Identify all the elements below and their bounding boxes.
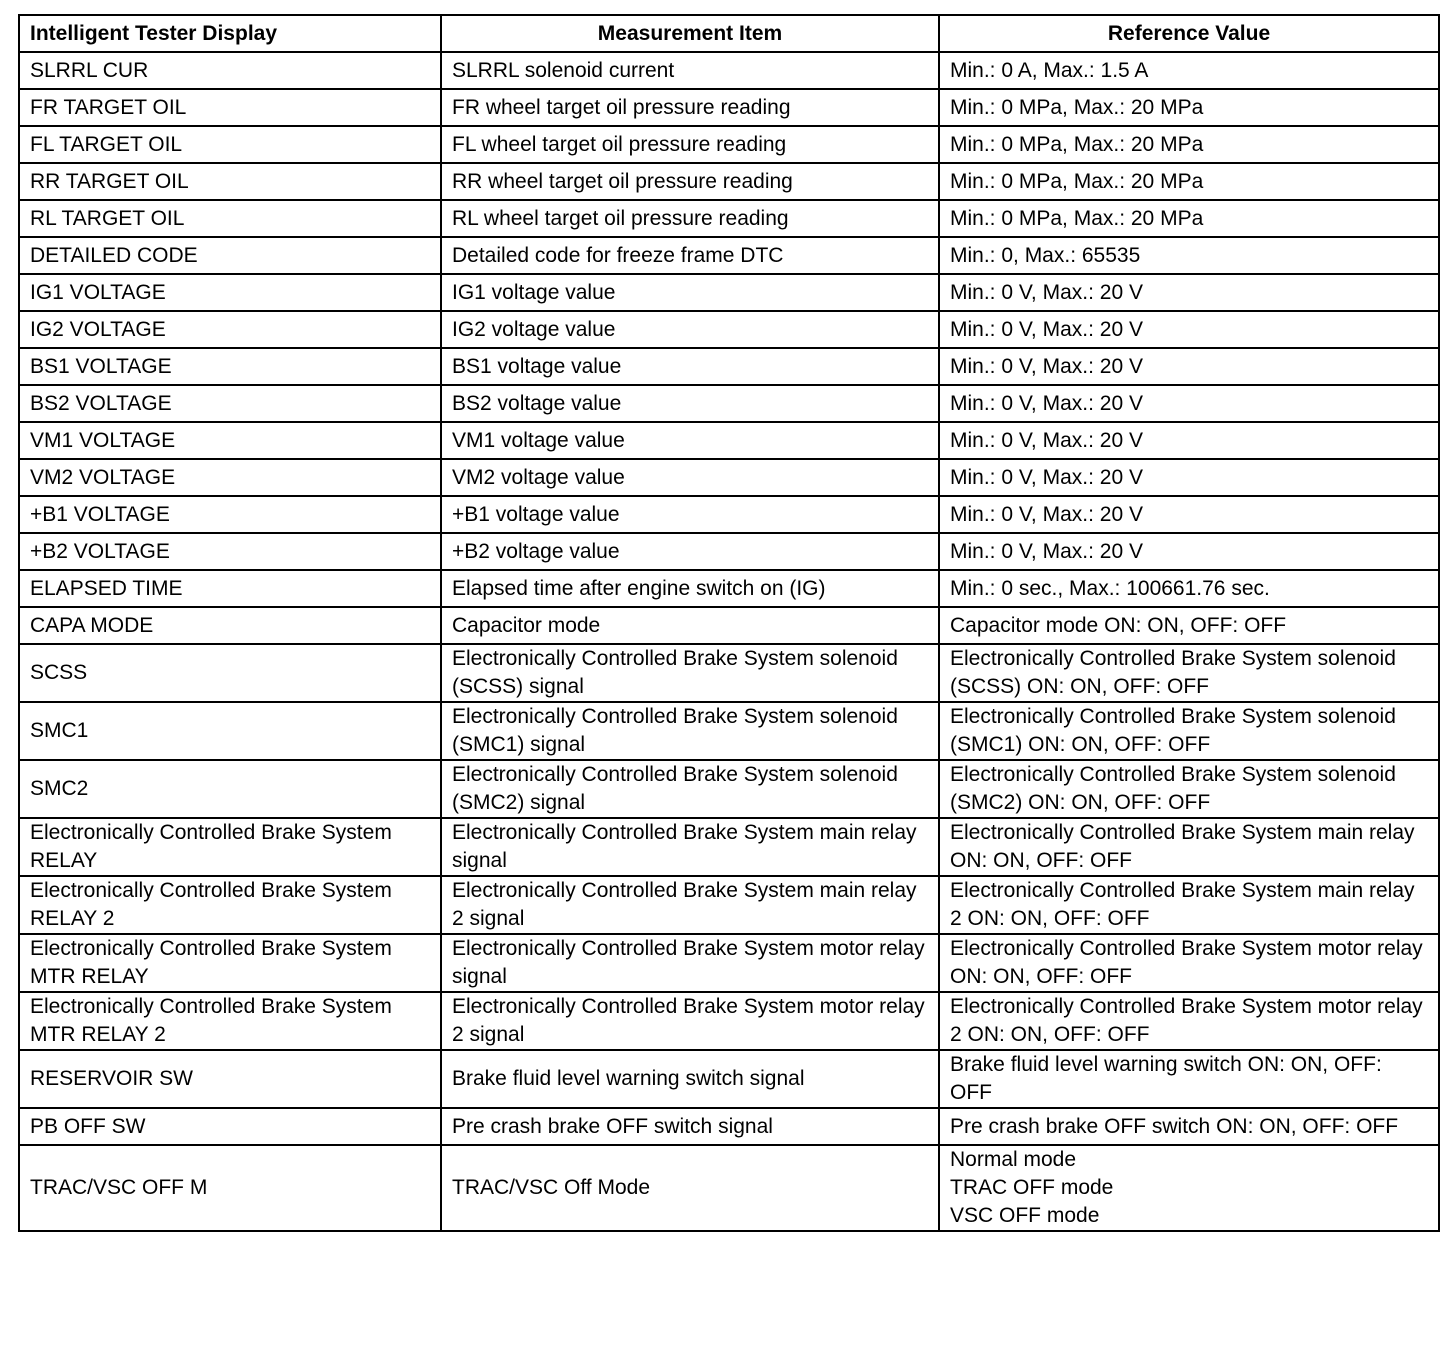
cell-reference-value: Min.: 0 V, Max.: 20 V	[939, 533, 1439, 570]
cell-measurement-item: TRAC/VSC Off Mode	[441, 1145, 939, 1231]
reference-line-vsc-off-mode: VSC OFF mode	[950, 1204, 1100, 1227]
cell-tester-display: VM1 VOLTAGE	[19, 422, 441, 459]
cell-tester-display: +B1 VOLTAGE	[19, 496, 441, 533]
cell-tester-display: BS1 VOLTAGE	[19, 348, 441, 385]
cell-measurement-item: SLRRL solenoid current	[441, 52, 939, 89]
reference-line-trac-off-mode: TRAC OFF mode	[950, 1176, 1114, 1199]
cell-reference-value: Min.: 0 A, Max.: 1.5 A	[939, 52, 1439, 89]
cell-reference-value: Electronically Controlled Brake System solenoid (SMC2) ON: ON, OFF: OFF	[939, 760, 1439, 818]
cell-measurement-item: FL wheel target oil pressure reading	[441, 126, 939, 163]
cell-tester-display: Electronically Controlled Brake System RELAY 2	[19, 876, 441, 934]
cell-tester-display: DETAILED CODE	[19, 237, 441, 274]
cell-measurement-item: BS2 voltage value	[441, 385, 939, 422]
cell-reference-value: Min.: 0 MPa, Max.: 20 MPa	[939, 200, 1439, 237]
cell-reference-value: Min.: 0 V, Max.: 20 V	[939, 422, 1439, 459]
table-row	[19, 533, 1439, 570]
cell-reference-value: Min.: 0 V, Max.: 20 V	[939, 496, 1439, 533]
cell-reference-value: Min.: 0 MPa, Max.: 20 MPa	[939, 126, 1439, 163]
cell-measurement-item: Electronically Controlled Brake System solenoid (SMC1) signal	[441, 702, 939, 760]
cell-tester-display: VM2 VOLTAGE	[19, 459, 441, 496]
cell-reference-value: Electronically Controlled Brake System motor relay 2 ON: ON, OFF: OFF	[939, 992, 1439, 1050]
cell-tester-display: PB OFF SW	[19, 1108, 441, 1145]
cell-measurement-item: BS1 voltage value	[441, 348, 939, 385]
cell-reference-value: Brake fluid level warning switch ON: ON, OFF: OFF	[939, 1050, 1439, 1108]
table-row	[19, 644, 1439, 702]
cell-measurement-item: IG2 voltage value	[441, 311, 939, 348]
cell-measurement-item: IG1 voltage value	[441, 274, 939, 311]
cell-measurement-item: Elapsed time after engine switch on (IG)	[441, 570, 939, 607]
cell-reference-value: Min.: 0 V, Max.: 20 V	[939, 348, 1439, 385]
cell-measurement-item: Electronically Controlled Brake System motor relay 2 signal	[441, 992, 939, 1050]
table-row	[19, 934, 1439, 992]
cell-tester-display: FR TARGET OIL	[19, 89, 441, 126]
table-row	[19, 876, 1439, 934]
table-row	[19, 126, 1439, 163]
cell-tester-display: RL TARGET OIL	[19, 200, 441, 237]
cell-reference-value: Min.: 0 V, Max.: 20 V	[939, 385, 1439, 422]
header-tester-display: Intelligent Tester Display	[19, 15, 441, 52]
cell-tester-display: IG2 VOLTAGE	[19, 311, 441, 348]
table-row	[19, 385, 1439, 422]
table-row	[19, 607, 1439, 644]
cell-reference-value: Min.: 0, Max.: 65535	[939, 237, 1439, 274]
table-row	[19, 237, 1439, 274]
cell-reference-value: Electronically Controlled Brake System main relay ON: ON, OFF: OFF	[939, 818, 1439, 876]
table-row	[19, 200, 1439, 237]
cell-measurement-item: Pre crash brake OFF switch signal	[441, 1108, 939, 1145]
cell-tester-display: SMC2	[19, 760, 441, 818]
table-row	[19, 348, 1439, 385]
cell-reference-value	[939, 1145, 1439, 1231]
header-reference-value: Reference Value	[939, 15, 1439, 52]
table-row	[19, 702, 1439, 760]
table-row	[19, 163, 1439, 200]
table-row	[19, 992, 1439, 1050]
cell-measurement-item: +B1 voltage value	[441, 496, 939, 533]
cell-measurement-item: Electronically Controlled Brake System main relay 2 signal	[441, 876, 939, 934]
cell-measurement-item: Electronically Controlled Brake System solenoid (SCSS) signal	[441, 644, 939, 702]
cell-tester-display: IG1 VOLTAGE	[19, 274, 441, 311]
table-row	[19, 52, 1439, 89]
cell-reference-value: Min.: 0 V, Max.: 20 V	[939, 311, 1439, 348]
cell-tester-display: Electronically Controlled Brake System MTR RELAY 2	[19, 992, 441, 1050]
cell-measurement-item: Brake fluid level warning switch signal	[441, 1050, 939, 1108]
cell-reference-value: Electronically Controlled Brake System solenoid (SMC1) ON: ON, OFF: OFF	[939, 702, 1439, 760]
cell-tester-display: SMC1	[19, 702, 441, 760]
cell-reference-value: Min.: 0 V, Max.: 20 V	[939, 459, 1439, 496]
table-row	[19, 459, 1439, 496]
cell-measurement-item: Electronically Controlled Brake System solenoid (SMC2) signal	[441, 760, 939, 818]
cell-measurement-item: +B2 voltage value	[441, 533, 939, 570]
cell-tester-display: RR TARGET OIL	[19, 163, 441, 200]
table-row	[19, 1145, 1439, 1231]
cell-tester-display: ELAPSED TIME	[19, 570, 441, 607]
cell-tester-display: FL TARGET OIL	[19, 126, 441, 163]
cell-tester-display: TRAC/VSC OFF M	[19, 1145, 441, 1231]
table-row	[19, 311, 1439, 348]
cell-measurement-item: VM2 voltage value	[441, 459, 939, 496]
cell-measurement-item: RR wheel target oil pressure reading	[441, 163, 939, 200]
cell-reference-value: Electronically Controlled Brake System motor relay ON: ON, OFF: OFF	[939, 934, 1439, 992]
cell-reference-value: Pre crash brake OFF switch ON: ON, OFF: OFF	[939, 1108, 1439, 1145]
cell-tester-display: BS2 VOLTAGE	[19, 385, 441, 422]
table-row	[19, 570, 1439, 607]
table-row	[19, 422, 1439, 459]
cell-tester-display: SCSS	[19, 644, 441, 702]
cell-measurement-item: FR wheel target oil pressure reading	[441, 89, 939, 126]
table-row	[19, 818, 1439, 876]
cell-measurement-item: Capacitor mode	[441, 607, 939, 644]
cell-tester-display: CAPA MODE	[19, 607, 441, 644]
cell-reference-value: Min.: 0 sec., Max.: 100661.76 sec.	[939, 570, 1439, 607]
table-row	[19, 274, 1439, 311]
table-row	[19, 496, 1439, 533]
reference-line-normal-mode: Normal mode	[950, 1148, 1077, 1171]
cell-tester-display: Electronically Controlled Brake System RELAY	[19, 818, 441, 876]
table-row	[19, 89, 1439, 126]
cell-tester-display: RESERVOIR SW	[19, 1050, 441, 1108]
table-row	[19, 760, 1439, 818]
cell-reference-value: Electronically Controlled Brake System solenoid (SCSS) ON: ON, OFF: OFF	[939, 644, 1439, 702]
cell-reference-value: Electronically Controlled Brake System main relay 2 ON: ON, OFF: OFF	[939, 876, 1439, 934]
cell-measurement-item: Electronically Controlled Brake System motor relay signal	[441, 934, 939, 992]
cell-measurement-item: VM1 voltage value	[441, 422, 939, 459]
table-row	[19, 1050, 1439, 1108]
cell-measurement-item: Electronically Controlled Brake System main relay signal	[441, 818, 939, 876]
cell-reference-value: Capacitor mode ON: ON, OFF: OFF	[939, 607, 1439, 644]
cell-reference-value: Min.: 0 MPa, Max.: 20 MPa	[939, 89, 1439, 126]
cell-tester-display: +B2 VOLTAGE	[19, 533, 441, 570]
cell-reference-value: Min.: 0 MPa, Max.: 20 MPa	[939, 163, 1439, 200]
header-measurement-item: Measurement Item	[441, 15, 939, 52]
cell-reference-value: Min.: 0 V, Max.: 20 V	[939, 274, 1439, 311]
cell-measurement-item: Detailed code for freeze frame DTC	[441, 237, 939, 274]
reference-table	[18, 14, 1440, 1232]
cell-measurement-item: RL wheel target oil pressure reading	[441, 200, 939, 237]
cell-tester-display: Electronically Controlled Brake System MTR RELAY	[19, 934, 441, 992]
cell-tester-display: SLRRL CUR	[19, 52, 441, 89]
table-row	[19, 1108, 1439, 1145]
header-row	[19, 15, 1439, 52]
